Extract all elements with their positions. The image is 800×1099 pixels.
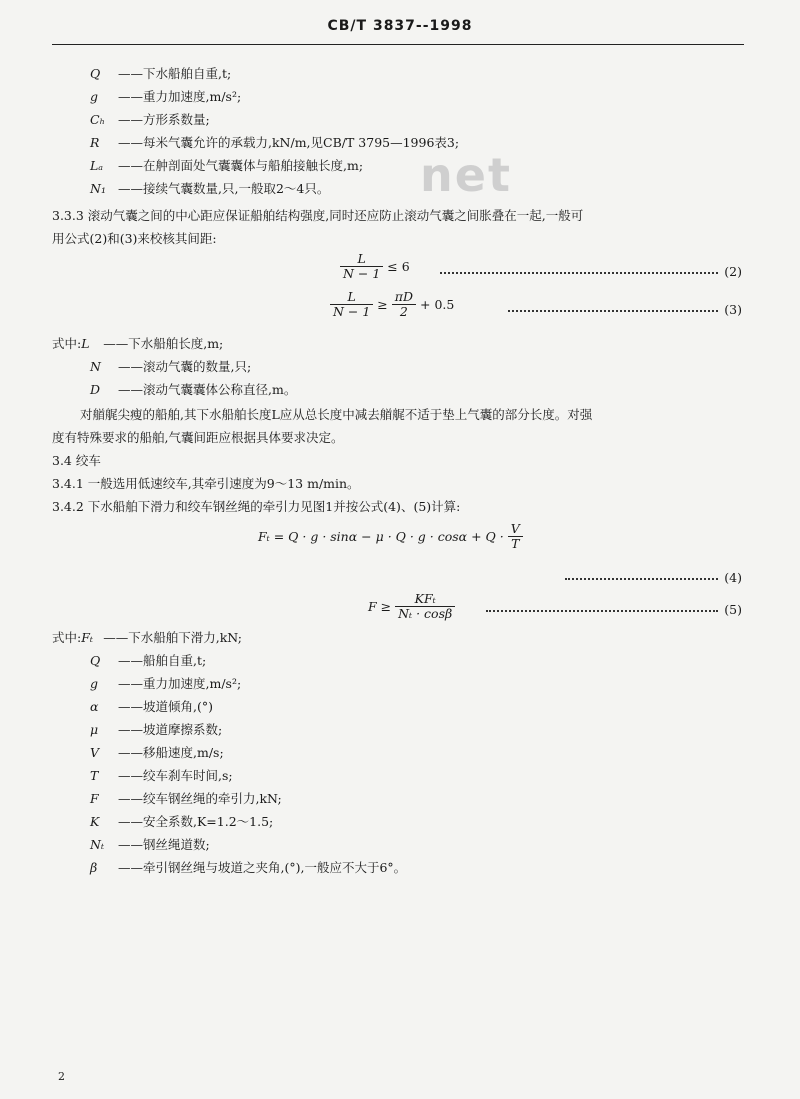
definition-row	[90, 814, 273, 829]
definition-text: ——重力加速度,m/s²;	[118, 89, 242, 104]
formula-4-fraction	[508, 522, 523, 551]
formula-3	[330, 290, 454, 319]
definition-row	[90, 89, 241, 104]
definition-symbol: N₁	[90, 181, 106, 196]
definition-symbol: g	[90, 676, 99, 691]
definition-row	[90, 181, 329, 196]
formula-2-denominator: N − 1	[343, 265, 381, 281]
formula-3-number: (3)	[724, 302, 742, 317]
header-rule	[52, 44, 744, 45]
definition-row	[90, 653, 206, 668]
definition-text: ——绞车钢丝绳的牵引力,kN;	[118, 791, 282, 806]
definition-symbol: F	[90, 791, 99, 806]
formula-2-numerator: L	[340, 252, 383, 267]
definition-row	[52, 630, 242, 645]
formula-2-fraction	[340, 252, 383, 281]
definition-row	[90, 382, 296, 397]
definition-text: ——每米气囊允许的承载力,kN/m,见CB/T 3795—1996表3;	[118, 135, 460, 150]
definition-row	[90, 135, 459, 150]
formula-2-number: (2)	[724, 264, 742, 279]
definition-row	[90, 837, 210, 852]
definition-row	[90, 699, 213, 714]
definition-text: ——方形系数量;	[118, 112, 210, 127]
formula-3-numerator-2: πD	[392, 290, 416, 305]
section-3-4-2: 3.4.2 下水船舶下滑力和绞车钢丝绳的牵引力见图1并按公式(4)、(5)计算:	[52, 499, 461, 514]
definition-row	[90, 791, 282, 806]
formula-3-denominator: N − 1	[333, 303, 371, 319]
formula-5-number: (5)	[724, 602, 742, 617]
where-label: 式中:	[52, 630, 82, 645]
definition-row	[90, 722, 222, 737]
leader-dots	[565, 578, 718, 580]
section-3-3-3-line2: 用公式(2)和(3)来校核其间距:	[52, 231, 217, 246]
formula-2-rhs: ≤ 6	[387, 258, 410, 274]
paragraph-bow-stern-line1: 对艏艉尖瘦的船舶,其下水船舶长度L应从总长度中减去艏艉不适于垫上气囊的部分长度。对强	[80, 407, 593, 422]
formula-5-denominator: Nₜ · cosβ	[398, 605, 453, 621]
definition-symbol: N	[90, 359, 101, 374]
formula-3-denominator-2: 2	[399, 303, 408, 319]
definition-symbol: β	[90, 860, 98, 875]
definition-symbol: R	[90, 135, 100, 150]
definition-symbol: L	[81, 336, 90, 351]
definition-symbol: Fₜ	[81, 630, 93, 645]
definition-row	[90, 745, 224, 760]
definition-text: ——下水船舶下滑力,kN;	[103, 630, 242, 645]
standard-code-header: CB/T 3837--1998	[327, 18, 473, 34]
definition-symbol: Q	[90, 653, 101, 668]
definition-row	[90, 66, 231, 81]
definition-row	[90, 359, 251, 374]
definition-symbol: D	[90, 382, 101, 397]
definition-text: ——船舶自重,t;	[118, 653, 207, 668]
definition-symbol: K	[90, 814, 100, 829]
definition-text: ——绞车刹车时间,s;	[118, 768, 233, 783]
watermark: net	[420, 148, 512, 202]
formula-4-number: (4)	[724, 570, 742, 585]
section-3-4-heading: 3.4 绞车	[52, 453, 101, 468]
section-3-4-1: 3.4.1 一般选用低速绞车,其牵引速度为9～13 m/min。	[52, 476, 360, 491]
formula-4	[258, 522, 523, 551]
where-label: 式中:	[52, 336, 82, 351]
paragraph-bow-stern-line2: 度有特殊要求的船舶,气囊间距应根据具体要求决定。	[52, 430, 344, 445]
definition-symbol: g	[90, 89, 99, 104]
definition-text: ——钢丝绳道数;	[118, 837, 210, 852]
definition-symbol: V	[90, 745, 100, 760]
definition-text: ——安全系数,K=1.2～1.5;	[118, 814, 274, 829]
leader-dots	[486, 610, 718, 612]
definition-row	[90, 768, 233, 783]
definition-text: ——接续气囊数量,只,一般取2～4只。	[118, 181, 330, 196]
formula-5	[368, 592, 455, 621]
definition-symbol: α	[90, 699, 99, 714]
definition-row	[90, 112, 210, 127]
formula-5-lhs: F ≥	[368, 598, 392, 614]
definition-symbol: T	[90, 768, 99, 783]
definition-text: ——坡道倾角,(°)	[118, 699, 213, 714]
page-number: 2	[58, 1070, 65, 1083]
definition-text: ——滚动气囊的数量,只;	[118, 359, 252, 374]
definition-symbol: Cₕ	[90, 112, 105, 127]
formula-4-lhs: Fₜ = Q · g · sinα − μ · Q · g · cosα + Q ·	[258, 528, 504, 544]
formula-3-fraction-right	[392, 290, 416, 319]
definition-row	[52, 336, 223, 351]
definition-text: ——下水船舶长度,m;	[103, 336, 224, 351]
formula-2	[340, 252, 410, 281]
definition-text: ——坡道摩擦系数;	[118, 722, 223, 737]
formula-5-fraction	[395, 592, 455, 621]
definition-text: ——在舯剖面处气囊囊体与船舶接触长度,m;	[118, 158, 364, 173]
formula-3-relation: ≥	[377, 296, 388, 312]
definition-symbol: Lₐ	[90, 158, 103, 173]
definition-symbol: Q	[90, 66, 101, 81]
formula-3-numerator: L	[330, 290, 373, 305]
definition-row	[90, 860, 406, 875]
formula-4-denominator: T	[511, 535, 520, 551]
definition-text: ——滚动气囊囊体公称直径,m。	[118, 382, 297, 397]
definition-symbol: μ	[90, 722, 99, 737]
definition-text: ——牵引钢丝绳与坡道之夹角,(°),一般应不大于6°。	[118, 860, 407, 875]
definition-row	[90, 676, 241, 691]
formula-3-rhs: + 0.5	[420, 296, 455, 312]
definition-text: ——移船速度,m/s;	[118, 745, 224, 760]
formula-3-fraction-left	[330, 290, 373, 319]
definition-symbol: Nₜ	[90, 837, 105, 852]
definition-text: ——重力加速度,m/s²;	[118, 676, 242, 691]
definition-text: ——下水船舶自重,t;	[118, 66, 232, 81]
definition-row	[90, 158, 363, 173]
formula-5-numerator: KFₜ	[395, 592, 455, 607]
formula-4-numerator: V	[508, 522, 523, 537]
section-3-3-3-line1: 3.3.3 滚动气囊之间的中心距应保证船舶结构强度,同时还应防止滚动气囊之间胀叠在一起,一般可	[52, 208, 584, 223]
leader-dots	[508, 310, 718, 312]
leader-dots	[440, 272, 718, 274]
